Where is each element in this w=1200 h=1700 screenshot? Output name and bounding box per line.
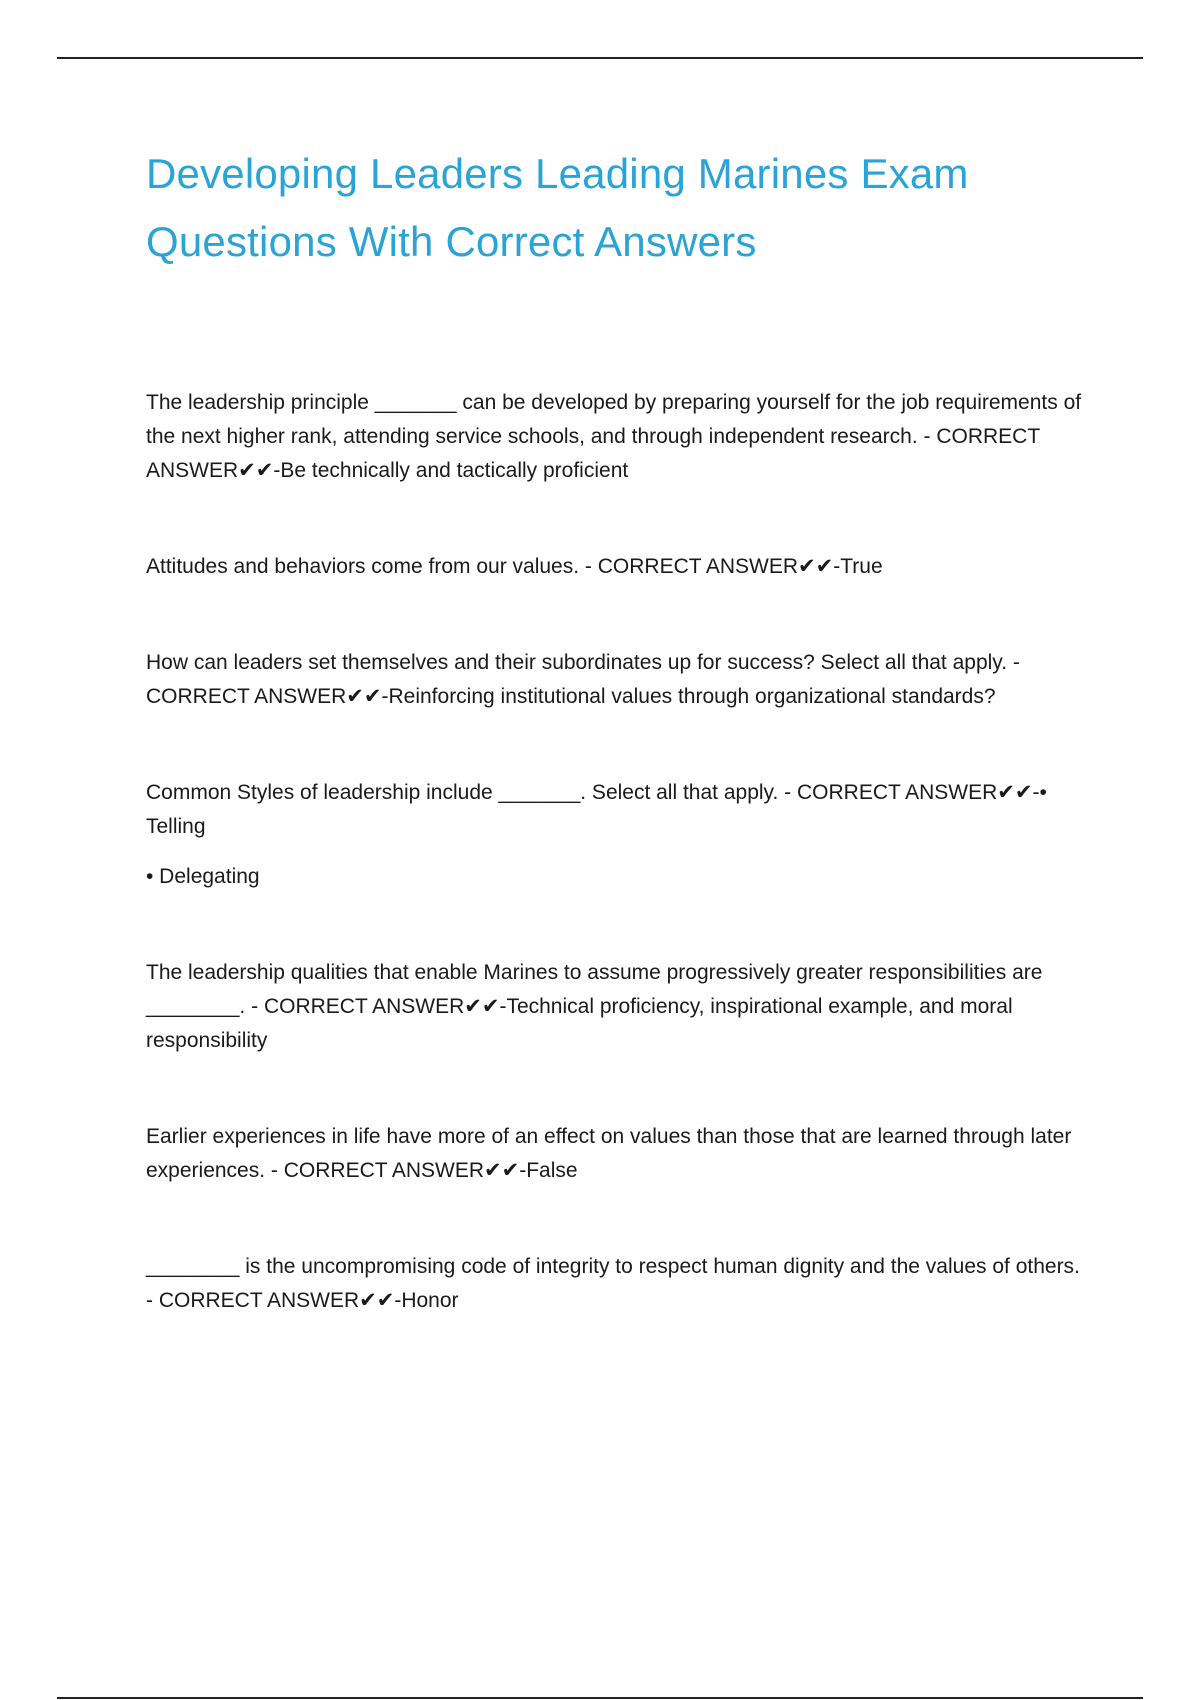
answer-text: False [526, 1159, 578, 1182]
question-text: How can leaders set themselves and their subordinates up for success? Select all that apply. [146, 651, 1008, 674]
answer-text: • Telling [146, 781, 1047, 838]
qa-text [146, 956, 1086, 1058]
qa-text [146, 1120, 1086, 1188]
qa-text [146, 386, 1086, 488]
top-rule [57, 57, 1143, 59]
bottom-rule [57, 1697, 1143, 1699]
qa-item-6 [146, 1120, 1086, 1188]
document-title: Developing Leaders Leading Marines Exam Questions With Correct Answers [146, 150, 969, 265]
answer-text: Reinforcing institutional values through organizational standards? [388, 685, 996, 708]
question-text: Common Styles of leadership include _______. Select all that apply. [146, 781, 779, 804]
qa-text [146, 646, 1086, 714]
qa-item-2 [146, 550, 1086, 584]
qa-item-4 [146, 776, 1086, 894]
qa-text [146, 1250, 1086, 1318]
answer-text: Honor [401, 1289, 459, 1312]
question-text: Attitudes and behaviors come from our values. [146, 555, 580, 578]
answer-text: Technical proficiency, inspirational example, and moral responsibility [146, 995, 1013, 1052]
qa-item-5 [146, 956, 1086, 1058]
qa-text [146, 776, 1086, 844]
qa-item-7 [146, 1250, 1086, 1318]
correct-answer-marker: - CORRECT ANSWER✔✔- [270, 1159, 527, 1182]
qa-item-1 [146, 386, 1086, 488]
correct-answer-marker: - CORRECT ANSWER✔✔- [584, 555, 841, 578]
answer-text: Be technically and tactically proficient [280, 459, 629, 482]
answer-bullet: • Delegating [146, 865, 260, 888]
correct-answer-marker: - CORRECT ANSWER✔✔- [146, 1289, 402, 1312]
qa-text [146, 550, 1086, 584]
correct-answer-marker: - CORRECT ANSWER✔✔- [146, 651, 1020, 708]
correct-answer-marker: - CORRECT ANSWER✔✔- [251, 995, 507, 1018]
correct-answer-marker: - CORRECT ANSWER✔✔- [784, 781, 1040, 804]
answer-text: True [840, 555, 883, 578]
question-text: The leadership qualities that enable Marines to assume progressively greater responsibilities are ________. [146, 961, 1043, 1018]
correct-answer-marker: - CORRECT ANSWER✔✔- [146, 425, 1040, 482]
question-text: ________ is the uncompromising code of integrity to respect human dignity and the values of others. [146, 1255, 1080, 1278]
document-body [146, 140, 1086, 1380]
qa-item-3 [146, 646, 1086, 714]
question-text: Earlier experiences in life have more of an effect on values than those that are learned through later experiences. [146, 1125, 1072, 1182]
question-text: The leadership principle _______ can be developed by preparing yourself for the job requirements of the next higher rank, attending service schools, and through independent research. [146, 391, 1082, 448]
